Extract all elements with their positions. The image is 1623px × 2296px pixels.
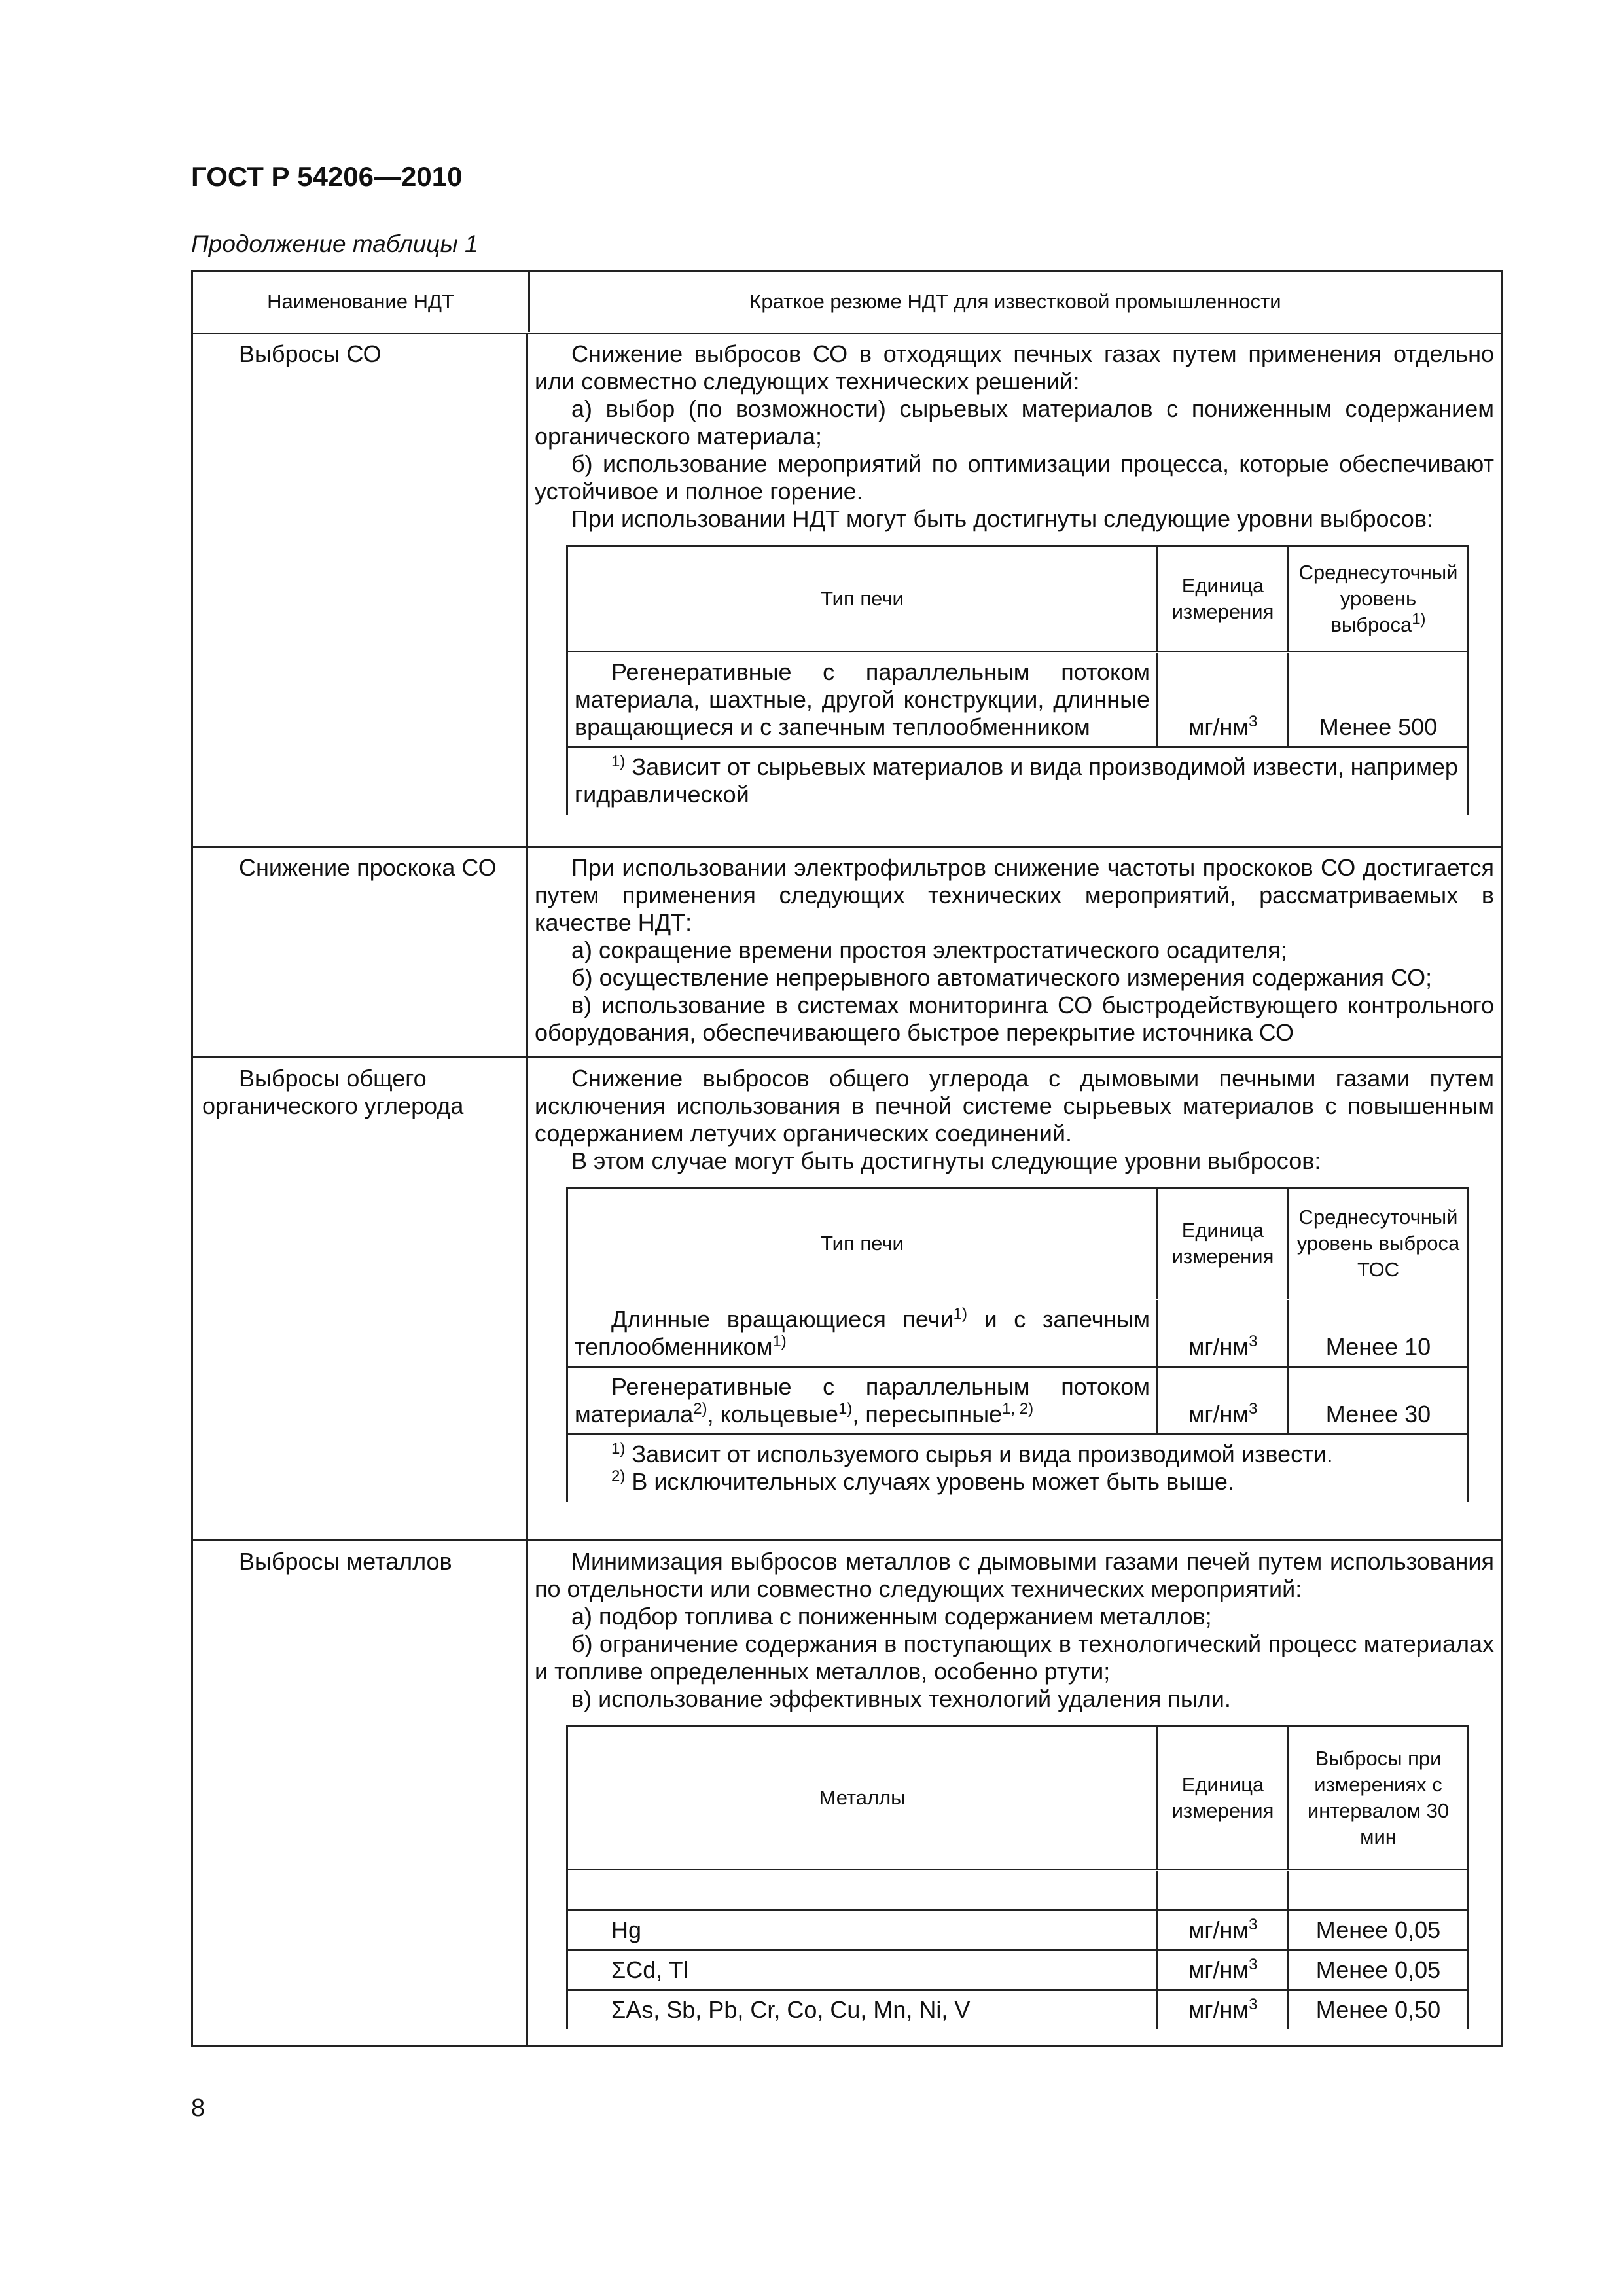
inner-data-row (568, 1911, 1467, 1951)
footnotes (568, 1435, 1467, 1502)
inner-data-row (568, 653, 1467, 748)
paragraph: а) выбор (по возможности) сырьевых материалов с пониженным содержанием органического материала; (535, 395, 1494, 450)
header-metals: Металлы (568, 1727, 1158, 1869)
row-summary (528, 1058, 1501, 1539)
unit-cell: $мг/нм^3$ (1158, 1951, 1289, 1989)
table-row-metal-emissions (193, 1541, 1501, 2045)
paragraph: а) сокращение времени простоя электростатического осадителя; (571, 937, 1287, 963)
bat-table (191, 270, 1503, 2047)
row-name: Снижение проскока СО (193, 848, 528, 1056)
table-row-toc-emissions (193, 1058, 1501, 1541)
row-name: Выбросы металлов (193, 1541, 528, 2045)
unit-cell: $мг/нм^3$ (1158, 1300, 1289, 1366)
row-name: Выбросы СО (193, 334, 528, 846)
metal-cell: ΣCd, Tl (611, 1956, 688, 1983)
paragraph: а) подбор топлива с пониженным содержанием металлов; (571, 1603, 1212, 1630)
paragraph: Минимизация выбросов металлов с дымовыми газами печей путем использования по отдельности или совместно следующих технических мероприятий: (535, 1548, 1494, 1602)
inner-data-row (568, 1991, 1467, 2029)
paragraph: в) использование эффективных технологий удаления пыли. (571, 1685, 1231, 1712)
value-cell: Менее 0,05 (1315, 1916, 1441, 1943)
footnotes (568, 748, 1467, 815)
unit-cell: $мг/нм^3$ (1158, 1368, 1289, 1433)
header-daily-level: Среднесуточный уровень выброса$^{1)}$ (1298, 561, 1458, 636)
inner-header-row (568, 1189, 1467, 1300)
metal-emissions-table (566, 1725, 1469, 2029)
header-kiln-type: Тип печи (568, 1189, 1158, 1299)
paragraph: Снижение выбросов общего углерода с дымовыми печными газами путем исключения использования в печной системе сырьевых материалов с повышенным содержанием летучих органических соединений. (535, 1065, 1494, 1147)
kiln-type-cell: Регенеративные с параллельным потоком материала$^{2)}$, кольцевые$^{1)}$, пересыпные$^{1, 2)}$ (575, 1373, 1150, 1427)
paragraph: б) использование мероприятий по оптимизации процесса, которые обеспечивают устойчивое и полное горение. (535, 450, 1494, 505)
unit-cell: $мг/нм^3$ (1158, 653, 1289, 746)
value-cell: Менее 0,50 (1315, 1996, 1441, 2023)
kiln-type-cell: Длинные вращающиеся печи$^{1)}$ и с запечным теплообменником$^{1)}$ (575, 1305, 1150, 1360)
metal-cell: ΣAs, Sb, Pb, Cr, Co, Cu, Mn, Ni, V (611, 1996, 971, 2023)
unit-cell: $мг/нм^3$ (1158, 1991, 1289, 2029)
row-summary (528, 1541, 1501, 2045)
value-cell: Менее 30 (1325, 1401, 1431, 1427)
header-unit: Единица измерения (1158, 1727, 1289, 1869)
emission-levels-table (566, 545, 1469, 815)
paragraph: При использовании НДТ могут быть достигнуты следующие уровни выбросов: (571, 505, 1434, 532)
row-summary (528, 848, 1501, 1056)
paragraph: При использовании электрофильтров снижение частоты проскоков СО достигается путем применения следующих технических мероприятий, рассматриваемых в качестве НДТ: (535, 854, 1494, 936)
inner-header-row (568, 1727, 1467, 1871)
inner-data-row (568, 1951, 1467, 1991)
metal-cell: Hg (611, 1916, 642, 1943)
footnote: $^{2)}$ В исключительных случаях уровень может быть выше. (611, 1467, 1234, 1495)
header-daily-level: Среднесуточный уровень выброса ТОС (1296, 1206, 1460, 1281)
row-name: Выбросы общего органического углерода (193, 1058, 528, 1539)
table-header-row (193, 272, 1501, 334)
kiln-type-cell: Регенеративные с параллельным потоком материала, шахтные, другой конструкции, длинные вращающиеся и с запечным теплообменником (575, 658, 1150, 740)
emission-levels-table (566, 1187, 1469, 1502)
column-header-summary: Краткое резюме НДТ для известковой промышленности (749, 290, 1281, 313)
header-unit: Единица измерения (1158, 547, 1289, 651)
paragraph: б) осуществление непрерывного автоматического измерения содержания СО; (571, 964, 1433, 991)
inner-data-row (568, 1300, 1467, 1368)
paragraph: Снижение выбросов СО в отходящих печных газах путем применения отдельно или совместно следующих технических решений: (535, 340, 1494, 395)
document-title: ГОСТ Р 54206—2010 (191, 161, 463, 192)
header-unit: Единица измерения (1158, 1189, 1289, 1299)
paragraph: В этом случае могут быть достигнуты следующие уровни выбросов: (571, 1147, 1321, 1174)
row-summary (528, 334, 1501, 846)
column-header-name: Наименование НДТ (193, 272, 530, 332)
value-cell: Менее 0,05 (1315, 1956, 1441, 1983)
header-emissions-30min: Выбросы при измерениях с интервалом 30 мин (1307, 1747, 1450, 1848)
inner-data-row (568, 1368, 1467, 1435)
footnote: $^{1)}$ Зависит от сырьевых материалов и вида производимой извести, например гидравлической (575, 753, 1458, 808)
footnote: $^{1)}$ Зависит от используемого сырья и вида производимой извести. (611, 1440, 1333, 1467)
page-number: 8 (191, 2094, 205, 2122)
paragraph: б) ограничение содержания в поступающих в технологический процесс материалах и топливе определенных металлов, особенно ртути; (535, 1630, 1494, 1685)
paragraph: в) использование в системах мониторинга СО быстродействующего контрольного оборудования, обеспечивающего быстрое перекрытие источника СО (535, 992, 1494, 1046)
inner-empty-row (568, 1871, 1467, 1911)
unit-cell: $мг/нм^3$ (1158, 1911, 1289, 1949)
header-kiln-type: Тип печи (568, 547, 1158, 651)
inner-header-row (568, 547, 1467, 653)
table-caption: Продолжение таблицы 1 (191, 230, 478, 257)
table-row-co-emissions (193, 334, 1501, 848)
table-row-co-trips (193, 848, 1501, 1058)
value-cell: Менее 10 (1325, 1333, 1431, 1360)
value-cell: Менее 500 (1319, 713, 1438, 740)
